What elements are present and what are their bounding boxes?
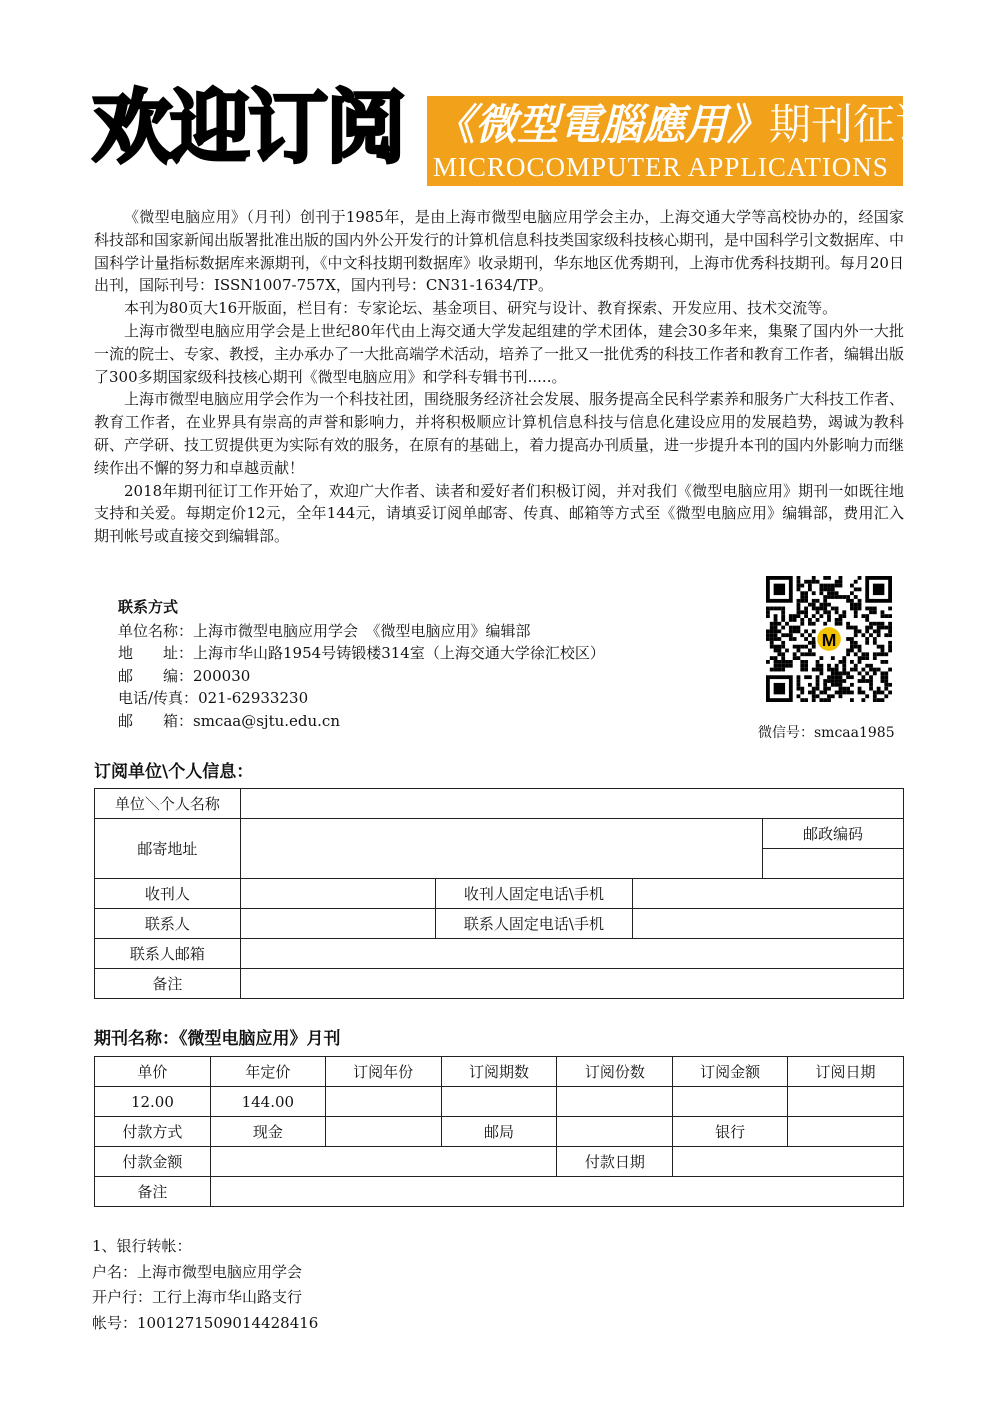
contact-row — [118, 642, 605, 665]
banner-journal-suffix: 期刊征订单 — [769, 100, 980, 149]
postcode-label: 邮政编码 — [763, 819, 904, 849]
contact-label: 邮 箱： — [118, 711, 194, 730]
banner-welcome-title: 欢迎订阅 — [92, 81, 404, 174]
table-row — [95, 909, 904, 939]
contact-row — [118, 665, 605, 688]
order-section-title: 期刊名称：《微型电脑应用》月刊 — [94, 1029, 341, 1049]
subscriber-section-title: 订阅单位\个人信息： — [94, 762, 254, 782]
intro-paragraph: 本刊为80页大16开版面，栏目有：专家论坛、基金项目、研究与设计、教育探索、开发应用、技术交流等。 — [124, 299, 838, 318]
contact-row — [118, 710, 605, 733]
bank-account-name: 户名：上海市微型电脑应用学会 — [92, 1262, 303, 1281]
contact-label: 电话/传真： — [118, 689, 199, 707]
unit-price-value: 12.00 — [95, 1087, 211, 1117]
contact-row — [118, 687, 605, 710]
contact-value: smcaa@sjtu.edu.cn — [193, 711, 340, 730]
recipient-phone-label: 收刊人固定电话\手机 — [435, 879, 633, 909]
copy-count-field[interactable] — [557, 1087, 673, 1117]
recipient-phone-field[interactable] — [633, 879, 904, 909]
payment-method-label: 付款方式 — [95, 1117, 211, 1147]
payment-cash-field[interactable] — [325, 1117, 441, 1147]
contact-label: 地 址： — [118, 644, 194, 662]
issue-count-field[interactable] — [441, 1087, 557, 1117]
annual-price-value: 144.00 — [210, 1087, 325, 1117]
contact-email-field[interactable] — [240, 939, 903, 969]
table-row — [95, 969, 904, 999]
table-row — [95, 819, 904, 849]
header-unit-price: 单价 — [95, 1057, 211, 1087]
wechat-id: 微信号：smcaa1985 — [758, 725, 895, 741]
wechat-qr-code-icon — [766, 576, 892, 702]
contact-value: 上海市华山路1954号铸锻楼314室（上海交通大学徐汇校区） — [193, 644, 605, 662]
table-row — [95, 1117, 904, 1147]
header-subscription-year: 订阅年份 — [325, 1057, 441, 1087]
order-remark-field[interactable] — [210, 1177, 903, 1207]
address-field[interactable] — [240, 819, 762, 879]
table-row — [95, 1177, 904, 1207]
payment-amount-label: 付款金额 — [95, 1147, 211, 1177]
header-issue-count: 订阅期数 — [441, 1057, 557, 1087]
banner-journal-name: 《微型電腦應用》 — [433, 100, 770, 149]
table-row — [95, 789, 904, 819]
contact-person-field[interactable] — [240, 909, 435, 939]
bank-transfer-info — [92, 1234, 318, 1336]
recipient-field[interactable] — [240, 879, 435, 909]
table-row — [95, 1087, 904, 1117]
subscription-amount-field[interactable] — [673, 1087, 788, 1117]
remark-label: 备注 — [95, 969, 241, 999]
contact-block — [118, 596, 605, 732]
banner-journal-box — [427, 96, 980, 186]
banner-english-title: MICROCOMPUTER APPLICATIONS — [433, 152, 889, 182]
subscriber-info-table — [94, 788, 904, 999]
contact-heading: 联系方式 — [118, 598, 179, 616]
intro-paragraph: 2018年期刊征订工作开始了，欢迎广大作者、读者和爱好者们积极订阅，并对我们《微型电脑应用》期刊一如既往地支持和关爱。每期定价12元，全年144元，请填妥订阅单邮寄、传真、邮箱等方式至《微型电脑应用》编辑部，费用汇入期刊帐号或直接交到编辑部。 — [94, 481, 904, 546]
payment-date-label: 付款日期 — [557, 1147, 673, 1177]
qr-logo-letter: M — [821, 629, 837, 650]
bank-heading: 1、银行转帐： — [92, 1237, 192, 1255]
intro-paragraph: 上海市微型电脑应用学会是上世纪80年代由上海交通大学发起组建的学术团体，建会30多年来，集聚了国内外一大批一流的院士、专家、教授，主办承办了一大批高端学术活动，培养了一批又一批优秀的科技工作者和教育工作者，编辑出版了300多期国家级科技核心期刊《微型电脑应用》和学科专辑书刊.....。 — [94, 321, 905, 386]
contact-person-label: 联系人 — [95, 909, 241, 939]
payment-post-field[interactable] — [557, 1117, 673, 1147]
address-label: 邮寄地址 — [95, 819, 241, 879]
contact-email-label: 联系人邮箱 — [95, 939, 241, 969]
intro-paragraph: 《微型电脑应用》（月刊）创刊于1985年，是由上海市微型电脑应用学会主办，上海交通大学等高校协办的，经国家科技部和国家新闻出版署批准出版的国内外公开发行的计算机信息科技类国家级科技核心期刊，是中国科学引文数据库、中国科学计量指标数据库来源期刊，《中文科技期刊数据库》收录期刊，华东地区优秀期刊，上海市优秀科技期刊。每月20日出刊，国际刊号：ISSN1007-757X，国内刊号：CN31-1634/TP。 — [94, 208, 905, 295]
payment-bank-field[interactable] — [788, 1117, 904, 1147]
contact-phone-field[interactable] — [633, 909, 904, 939]
table-row — [95, 939, 904, 969]
recipient-label: 收刊人 — [95, 879, 241, 909]
payment-date-field[interactable] — [673, 1147, 904, 1177]
contact-value: 021-62933230 — [198, 689, 309, 707]
payment-amount-field[interactable] — [210, 1147, 557, 1177]
contact-row — [118, 620, 605, 643]
contact-label: 邮 编： — [118, 666, 194, 685]
table-row — [95, 879, 904, 909]
banner-journal-line — [433, 100, 979, 150]
contact-label: 单位名称： — [118, 621, 194, 640]
payment-bank-option[interactable]: 银行 — [673, 1117, 788, 1147]
name-field[interactable] — [240, 789, 903, 819]
postcode-field[interactable] — [763, 849, 904, 879]
intro-text — [94, 206, 904, 548]
header-copy-count: 订阅份数 — [557, 1057, 673, 1087]
contact-phone-label: 联系人固定电话\手机 — [435, 909, 633, 939]
bank-branch: 开户行：工行上海市华山路支行 — [92, 1288, 303, 1306]
intro-paragraph: 上海市微型电脑应用学会作为一个科技社团，围绕服务经济社会发展、服务提高全民科学素养和服务广大科技工作者、教育工作者，在业界具有崇高的声誉和影响力，并将积极顺应计算机信息科技与信息化建设应用的发展趋势，竭诚为教科研、产学研、技工贸提供更为实际有效的服务，在原有的基础上，着力提高办刊质量，进一步提升本刊的国内外影响力而继续作出不懈的努力和卓越贡献！ — [94, 390, 905, 477]
subscription-date-field[interactable] — [788, 1087, 904, 1117]
table-row — [95, 1147, 904, 1177]
order-remark-label: 备注 — [95, 1177, 211, 1207]
remark-field[interactable] — [240, 969, 903, 999]
name-label: 单位＼个人名称 — [95, 789, 241, 819]
contact-value: 200030 — [193, 666, 251, 685]
bank-account-number: 帐号：1001271509014428416 — [92, 1313, 319, 1332]
payment-cash-option[interactable]: 现金 — [210, 1117, 325, 1147]
header-annual-price: 年定价 — [210, 1057, 325, 1087]
header-subscription-date: 订阅日期 — [788, 1057, 904, 1087]
order-table — [94, 1056, 904, 1207]
subscription-year-field[interactable] — [325, 1087, 441, 1117]
table-row — [95, 1057, 904, 1087]
header-subscription-amount: 订阅金额 — [673, 1057, 788, 1087]
payment-post-option[interactable]: 邮局 — [441, 1117, 557, 1147]
contact-value: 上海市微型电脑应用学会 《微型电脑应用》编辑部 — [193, 621, 531, 640]
